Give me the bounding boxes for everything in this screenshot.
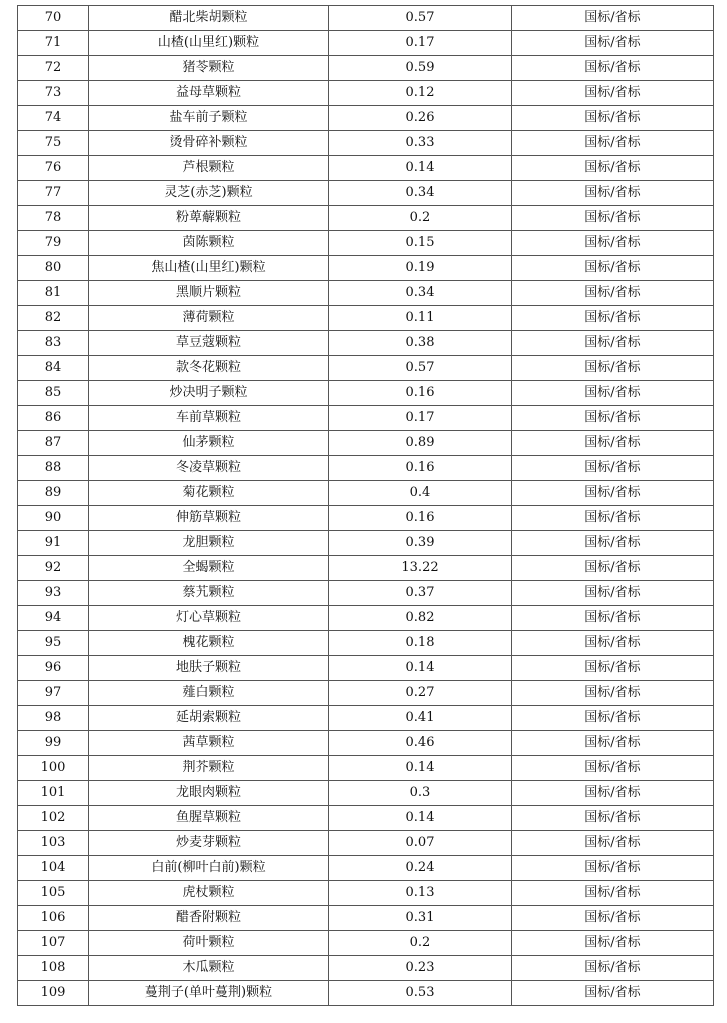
standard-cell: 国标/省标 — [512, 881, 714, 906]
row-number-cell: 97 — [18, 681, 89, 706]
row-number-cell: 83 — [18, 331, 89, 356]
row-number-cell: 71 — [18, 31, 89, 56]
row-number-cell: 93 — [18, 581, 89, 606]
row-number-cell: 74 — [18, 106, 89, 131]
value-cell: 13.22 — [329, 556, 512, 581]
standard-cell: 国标/省标 — [512, 331, 714, 356]
value-cell: 0.2 — [329, 931, 512, 956]
row-number-cell: 87 — [18, 431, 89, 456]
table-row — [18, 131, 714, 156]
value-cell: 0.27 — [329, 681, 512, 706]
table-row — [18, 931, 714, 956]
table-row — [18, 656, 714, 681]
row-number-cell: 85 — [18, 381, 89, 406]
value-cell: 0.11 — [329, 306, 512, 331]
table-row — [18, 831, 714, 856]
value-cell: 0.38 — [329, 331, 512, 356]
row-number-cell: 106 — [18, 906, 89, 931]
item-name-cell: 粉萆薢颗粒 — [89, 206, 329, 231]
row-number-cell: 101 — [18, 781, 89, 806]
value-cell: 0.16 — [329, 381, 512, 406]
table-row — [18, 506, 714, 531]
row-number-cell: 78 — [18, 206, 89, 231]
table-row — [18, 281, 714, 306]
value-cell: 0.17 — [329, 31, 512, 56]
table-body — [18, 6, 714, 1006]
item-name-cell: 灯心草颗粒 — [89, 606, 329, 631]
row-number-cell: 90 — [18, 506, 89, 531]
value-cell: 0.2 — [329, 206, 512, 231]
item-name-cell: 款冬花颗粒 — [89, 356, 329, 381]
item-name-cell: 猪苓颗粒 — [89, 56, 329, 81]
standard-cell: 国标/省标 — [512, 181, 714, 206]
item-name-cell: 冬凌草颗粒 — [89, 456, 329, 481]
table-row — [18, 356, 714, 381]
table-row — [18, 431, 714, 456]
standard-cell: 国标/省标 — [512, 456, 714, 481]
standard-cell: 国标/省标 — [512, 6, 714, 31]
table-row — [18, 631, 714, 656]
standard-cell: 国标/省标 — [512, 81, 714, 106]
row-number-cell: 98 — [18, 706, 89, 731]
standard-cell: 国标/省标 — [512, 381, 714, 406]
table-row — [18, 981, 714, 1006]
value-cell: 0.34 — [329, 181, 512, 206]
table-row — [18, 556, 714, 581]
standard-cell: 国标/省标 — [512, 856, 714, 881]
table-row — [18, 531, 714, 556]
row-number-cell: 86 — [18, 406, 89, 431]
item-name-cell: 荆芥颗粒 — [89, 756, 329, 781]
row-number-cell: 88 — [18, 456, 89, 481]
standard-cell: 国标/省标 — [512, 781, 714, 806]
item-name-cell: 延胡索颗粒 — [89, 706, 329, 731]
item-name-cell: 伸筋草颗粒 — [89, 506, 329, 531]
item-name-cell: 蔡艽颗粒 — [89, 581, 329, 606]
row-number-cell: 94 — [18, 606, 89, 631]
item-name-cell: 蔓荆子(单叶蔓荆)颗粒 — [89, 981, 329, 1006]
item-name-cell: 芦根颗粒 — [89, 156, 329, 181]
table-row — [18, 331, 714, 356]
item-name-cell: 醋北柴胡颗粒 — [89, 6, 329, 31]
value-cell: 0.46 — [329, 731, 512, 756]
value-cell: 0.57 — [329, 6, 512, 31]
row-number-cell: 103 — [18, 831, 89, 856]
standard-cell: 国标/省标 — [512, 906, 714, 931]
table-row — [18, 706, 714, 731]
item-name-cell: 白前(柳叶白前)颗粒 — [89, 856, 329, 881]
table-row — [18, 756, 714, 781]
item-name-cell: 地肤子颗粒 — [89, 656, 329, 681]
table-row — [18, 256, 714, 281]
item-name-cell: 灵芝(赤芝)颗粒 — [89, 181, 329, 206]
value-cell: 0.13 — [329, 881, 512, 906]
row-number-cell: 72 — [18, 56, 89, 81]
table-row — [18, 856, 714, 881]
standard-cell: 国标/省标 — [512, 306, 714, 331]
item-name-cell: 薤白颗粒 — [89, 681, 329, 706]
standard-cell: 国标/省标 — [512, 506, 714, 531]
value-cell: 0.57 — [329, 356, 512, 381]
standard-cell: 国标/省标 — [512, 131, 714, 156]
standard-cell: 国标/省标 — [512, 931, 714, 956]
table-row — [18, 681, 714, 706]
item-name-cell: 车前草颗粒 — [89, 406, 329, 431]
standard-cell: 国标/省标 — [512, 656, 714, 681]
value-cell: 0.07 — [329, 831, 512, 856]
standard-cell: 国标/省标 — [512, 231, 714, 256]
row-number-cell: 76 — [18, 156, 89, 181]
standard-cell: 国标/省标 — [512, 31, 714, 56]
value-cell: 0.18 — [329, 631, 512, 656]
standard-cell: 国标/省标 — [512, 681, 714, 706]
standard-cell: 国标/省标 — [512, 356, 714, 381]
table-row — [18, 581, 714, 606]
value-cell: 0.34 — [329, 281, 512, 306]
item-name-cell: 盐车前子颗粒 — [89, 106, 329, 131]
standard-cell: 国标/省标 — [512, 756, 714, 781]
standard-cell: 国标/省标 — [512, 281, 714, 306]
item-name-cell: 薄荷颗粒 — [89, 306, 329, 331]
table-row — [18, 481, 714, 506]
value-cell: 0.15 — [329, 231, 512, 256]
standard-cell: 国标/省标 — [512, 156, 714, 181]
value-cell: 0.26 — [329, 106, 512, 131]
table-row — [18, 781, 714, 806]
table-row — [18, 56, 714, 81]
table-row — [18, 806, 714, 831]
item-name-cell: 龙胆颗粒 — [89, 531, 329, 556]
standard-cell: 国标/省标 — [512, 531, 714, 556]
item-name-cell: 烫骨碎补颗粒 — [89, 131, 329, 156]
item-name-cell: 草豆蔻颗粒 — [89, 331, 329, 356]
value-cell: 0.14 — [329, 756, 512, 781]
row-number-cell: 108 — [18, 956, 89, 981]
table-row — [18, 106, 714, 131]
table-row — [18, 381, 714, 406]
value-cell: 0.89 — [329, 431, 512, 456]
row-number-cell: 104 — [18, 856, 89, 881]
row-number-cell: 91 — [18, 531, 89, 556]
standard-cell: 国标/省标 — [512, 956, 714, 981]
item-name-cell: 菊花颗粒 — [89, 481, 329, 506]
row-number-cell: 77 — [18, 181, 89, 206]
table-row — [18, 181, 714, 206]
item-name-cell: 茵陈颗粒 — [89, 231, 329, 256]
value-cell: 0.4 — [329, 481, 512, 506]
value-cell: 0.31 — [329, 906, 512, 931]
item-name-cell: 益母草颗粒 — [89, 81, 329, 106]
table-row — [18, 206, 714, 231]
item-name-cell: 黑顺片颗粒 — [89, 281, 329, 306]
item-name-cell: 荷叶颗粒 — [89, 931, 329, 956]
standard-cell: 国标/省标 — [512, 406, 714, 431]
table-row — [18, 156, 714, 181]
item-name-cell: 鱼腥草颗粒 — [89, 806, 329, 831]
table-row — [18, 31, 714, 56]
value-cell: 0.53 — [329, 981, 512, 1006]
standard-cell: 国标/省标 — [512, 731, 714, 756]
value-cell: 0.16 — [329, 456, 512, 481]
table-row — [18, 731, 714, 756]
table-row — [18, 456, 714, 481]
table-row — [18, 881, 714, 906]
table-row — [18, 81, 714, 106]
row-number-cell: 75 — [18, 131, 89, 156]
table-row — [18, 231, 714, 256]
item-name-cell: 炒决明子颗粒 — [89, 381, 329, 406]
standard-cell: 国标/省标 — [512, 206, 714, 231]
value-cell: 0.14 — [329, 156, 512, 181]
item-name-cell: 虎杖颗粒 — [89, 881, 329, 906]
value-cell: 0.12 — [329, 81, 512, 106]
standard-cell: 国标/省标 — [512, 806, 714, 831]
standard-cell: 国标/省标 — [512, 631, 714, 656]
value-cell: 0.33 — [329, 131, 512, 156]
value-cell: 0.19 — [329, 256, 512, 281]
table-row — [18, 6, 714, 31]
row-number-cell: 96 — [18, 656, 89, 681]
value-cell: 0.39 — [329, 531, 512, 556]
standard-cell: 国标/省标 — [512, 556, 714, 581]
row-number-cell: 70 — [18, 6, 89, 31]
item-name-cell: 茜草颗粒 — [89, 731, 329, 756]
standard-cell: 国标/省标 — [512, 106, 714, 131]
standard-cell: 国标/省标 — [512, 481, 714, 506]
standard-cell: 国标/省标 — [512, 981, 714, 1006]
value-cell: 0.17 — [329, 406, 512, 431]
item-name-cell: 炒麦芽颗粒 — [89, 831, 329, 856]
table-row — [18, 906, 714, 931]
value-cell: 0.82 — [329, 606, 512, 631]
item-name-cell: 焦山楂(山里红)颗粒 — [89, 256, 329, 281]
row-number-cell: 102 — [18, 806, 89, 831]
item-name-cell: 醋香附颗粒 — [89, 906, 329, 931]
value-cell: 0.59 — [329, 56, 512, 81]
row-number-cell: 95 — [18, 631, 89, 656]
row-number-cell: 73 — [18, 81, 89, 106]
row-number-cell: 105 — [18, 881, 89, 906]
standard-cell: 国标/省标 — [512, 256, 714, 281]
row-number-cell: 79 — [18, 231, 89, 256]
value-cell: 0.14 — [329, 806, 512, 831]
value-cell: 0.23 — [329, 956, 512, 981]
item-name-cell: 仙茅颗粒 — [89, 431, 329, 456]
row-number-cell: 99 — [18, 731, 89, 756]
item-name-cell: 龙眼肉颗粒 — [89, 781, 329, 806]
row-number-cell: 107 — [18, 931, 89, 956]
data-table — [17, 5, 714, 1006]
standard-cell: 国标/省标 — [512, 56, 714, 81]
standard-cell: 国标/省标 — [512, 431, 714, 456]
row-number-cell: 89 — [18, 481, 89, 506]
standard-cell: 国标/省标 — [512, 831, 714, 856]
standard-cell: 国标/省标 — [512, 706, 714, 731]
table-row — [18, 306, 714, 331]
row-number-cell: 109 — [18, 981, 89, 1006]
row-number-cell: 82 — [18, 306, 89, 331]
item-name-cell: 槐花颗粒 — [89, 631, 329, 656]
row-number-cell: 84 — [18, 356, 89, 381]
value-cell: 0.41 — [329, 706, 512, 731]
value-cell: 0.37 — [329, 581, 512, 606]
standard-cell: 国标/省标 — [512, 606, 714, 631]
value-cell: 0.24 — [329, 856, 512, 881]
table-row — [18, 406, 714, 431]
standard-cell: 国标/省标 — [512, 581, 714, 606]
item-name-cell: 山楂(山里红)颗粒 — [89, 31, 329, 56]
value-cell: 0.3 — [329, 781, 512, 806]
table-row — [18, 956, 714, 981]
row-number-cell: 81 — [18, 281, 89, 306]
table-row — [18, 606, 714, 631]
row-number-cell: 92 — [18, 556, 89, 581]
row-number-cell: 100 — [18, 756, 89, 781]
value-cell: 0.16 — [329, 506, 512, 531]
item-name-cell: 全蝎颗粒 — [89, 556, 329, 581]
item-name-cell: 木瓜颗粒 — [89, 956, 329, 981]
value-cell: 0.14 — [329, 656, 512, 681]
row-number-cell: 80 — [18, 256, 89, 281]
